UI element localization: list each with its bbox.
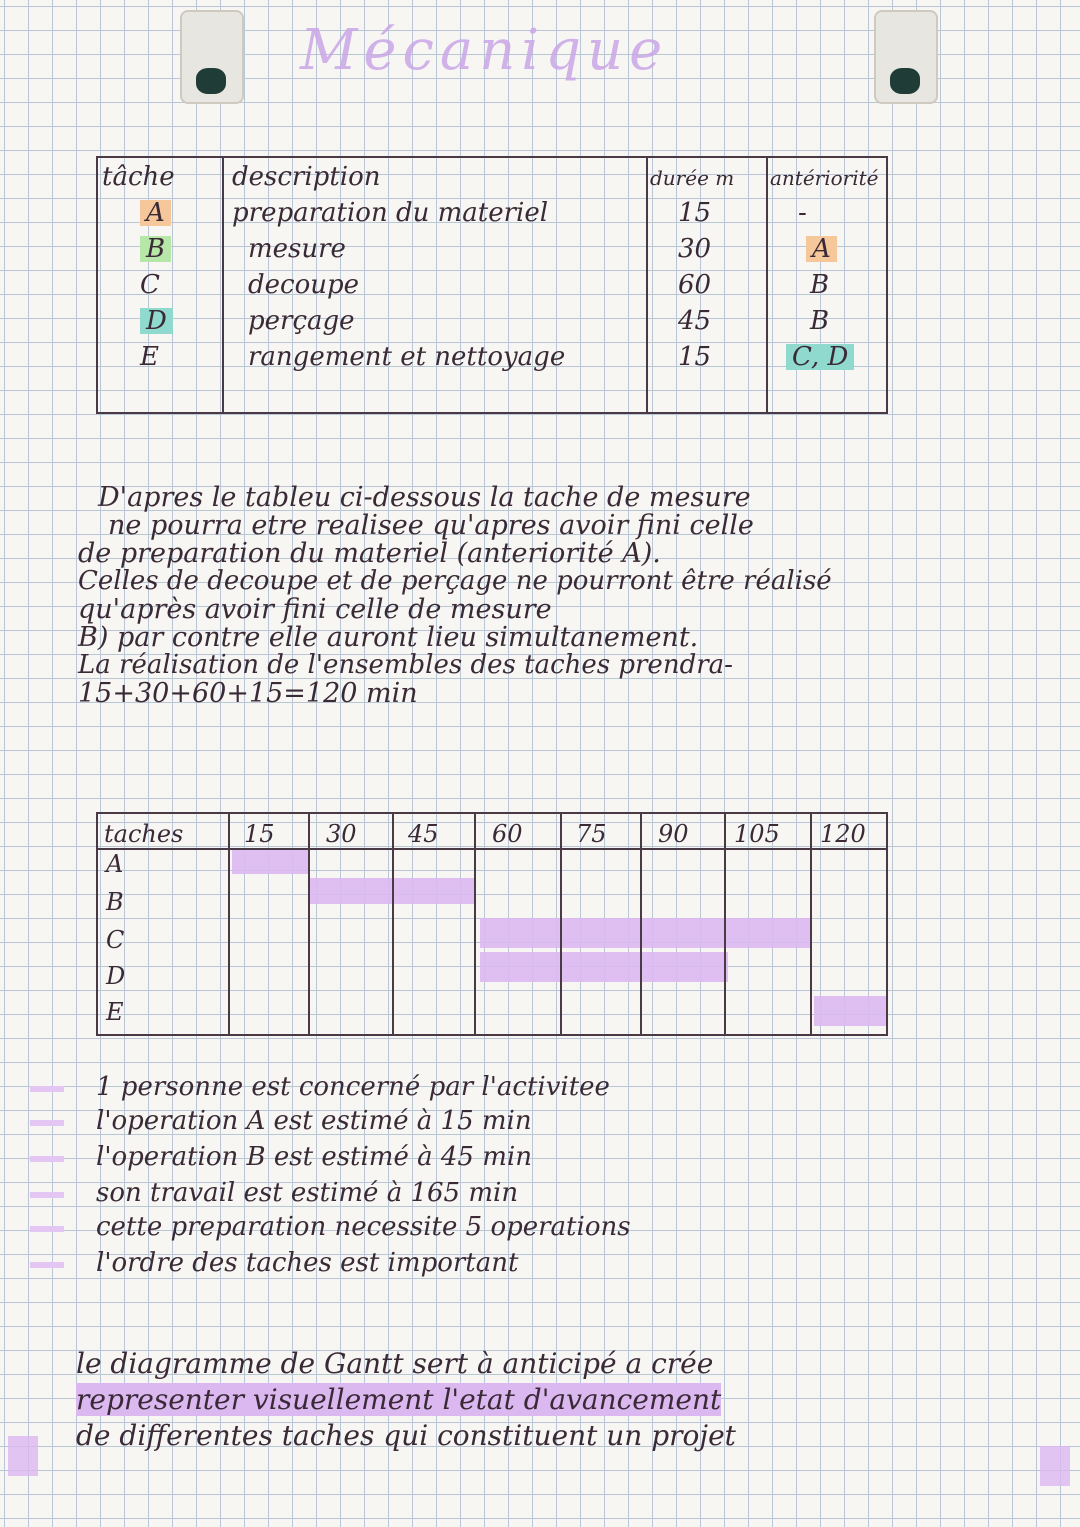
paragraph-line-3: de preparation du materiel (anteriorité A). (78, 538, 661, 569)
gantt-bar-c (480, 918, 810, 948)
header-duration: durée m (650, 166, 735, 190)
task-description-b: mesure (248, 234, 346, 264)
task-duration-c: 60 (678, 270, 712, 300)
task-anteriority-c: B (810, 270, 830, 300)
task-duration-a: 15 (678, 198, 712, 228)
gantt-row-d: D (106, 962, 126, 990)
gantt-time-90: 90 (658, 820, 689, 848)
conclusion-line-2 (76, 1383, 722, 1416)
task-anteriority-b: A (806, 236, 837, 262)
gantt-bar-d (480, 952, 728, 982)
gantt-header-label: taches (104, 820, 184, 848)
gantt-bar-a (232, 848, 310, 874)
task-anteriority-d: B (810, 306, 830, 336)
task-description-e: rangement et nettoyage (248, 342, 566, 372)
task-letter-d: D (140, 308, 173, 334)
note-line-1: 1 personne est concerné par l'activitee (96, 1072, 610, 1102)
gantt-time-120: 120 (820, 820, 866, 848)
header-task: tâche (102, 162, 175, 192)
header-description: description (232, 162, 381, 192)
task-description-d: perçage (248, 306, 355, 336)
paragraph-line-2: ne pourra etre realisee qu'apres avoir fini celle (108, 510, 754, 541)
gantt-time-75: 75 (576, 820, 607, 848)
page-title: Mécanique (300, 18, 669, 83)
gantt-row-e: E (106, 998, 124, 1026)
gantt-row-c: C (106, 926, 125, 954)
corner-highlight-right (1040, 1446, 1070, 1486)
conclusion-line-2-text: representer visuellement l'etat d'avancement (76, 1383, 722, 1416)
paragraph-line-8: 15+30+60+15=120 min (78, 678, 418, 709)
task-letter-b: B (140, 236, 171, 262)
paragraph-line-4: Celles de decoupe et de perçage ne pourront être réalisé (78, 566, 832, 596)
task-table (96, 156, 888, 414)
gantt-time-15: 15 (244, 820, 275, 848)
header-anteriority: antériorité (770, 166, 879, 190)
paragraph-line-6: B) par contre elle auront lieu simultanement. (78, 622, 699, 653)
task-anteriority-a: - (798, 198, 807, 228)
task-duration-d: 45 (678, 306, 712, 336)
note-line-6: l'ordre des taches est important (96, 1248, 519, 1278)
task-description-a: preparation du materiel (232, 198, 549, 228)
task-letter-a: A (140, 200, 171, 226)
task-duration-e: 15 (678, 342, 712, 372)
gantt-time-45: 45 (408, 820, 439, 848)
binder-ring-right (874, 10, 938, 104)
conclusion-line-3: de differentes taches qui constituent un projet (76, 1419, 736, 1452)
note-line-2: l'operation A est estimé à 15 min (96, 1106, 532, 1136)
gantt-row-a: A (106, 850, 124, 878)
task-letter-e: E (140, 342, 159, 372)
task-description-c: decoupe (248, 270, 360, 300)
note-line-5: cette preparation necessite 5 operations (96, 1212, 631, 1242)
gantt-time-105: 105 (734, 820, 780, 848)
gantt-table (96, 812, 888, 1036)
corner-highlight-left (8, 1436, 38, 1476)
task-letter-c: C (140, 270, 160, 300)
conclusion-line-1: le diagramme de Gantt sert à anticipé a crée (76, 1347, 714, 1380)
task-duration-b: 30 (678, 234, 712, 264)
gantt-row-b: B (106, 888, 124, 916)
gantt-time-60: 60 (492, 820, 523, 848)
task-anteriority-e: C, D (786, 344, 854, 370)
gantt-bar-e (814, 996, 886, 1026)
gantt-time-30: 30 (326, 820, 357, 848)
paragraph-line-1: D'apres le tableu ci-dessous la tache de mesure (98, 482, 751, 513)
binder-ring-left (180, 10, 244, 104)
paragraph-line-5: qu'après avoir fini celle de mesure (78, 594, 552, 625)
note-line-4: son travail est estimé à 165 min (96, 1178, 519, 1208)
paragraph-line-7: La réalisation de l'ensembles des taches prendra- (78, 650, 733, 680)
note-line-3: l'operation B est estimé à 45 min (96, 1142, 532, 1172)
